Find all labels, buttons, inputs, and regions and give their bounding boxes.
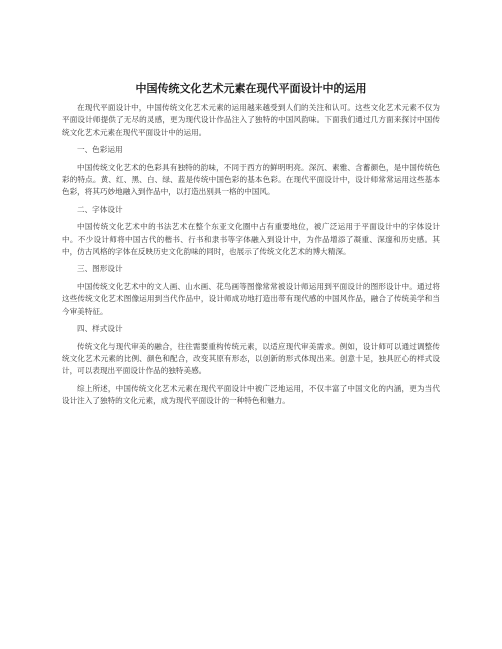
conclusion-paragraph: 综上所述，中国传统文化艺术元素在现代平面设计中被广泛地运用，不仅丰富了中国文化的内涵，更为当代设计注入了独特的文化元素，成为现代平面设计的一种特色和魅力。 (62, 383, 440, 406)
document-title: 中国传统文化艺术元素在现代平面设计中的运用 (135, 82, 367, 95)
section-heading-style: 四、样式设计 (77, 324, 123, 334)
section-paragraph-style: 传统文化与现代审美的融合，往往需要重构传统元素，以适应现代审美需求。例如，设计师可以通过调整传统文化艺术元素的比例、颜色和配合，改变其原有形态，以创新的形式体现出来。创意十足，独具匠心的样式设计，可以表现出平面设计作品的独特美感。 (62, 341, 440, 376)
section-paragraph-graphics: 中国传统文化艺术中的文人画、山水画、花鸟画等图像常常被设计师运用到平面设计的图形设计中。通过将这些传统文化艺术图像运用到当代作品中，设计师成功地打造出带有现代感的中国风作品，融合了传统美学和当今审美特征。 (62, 281, 440, 316)
section-paragraph-font: 中国传统文化艺术中的书法艺术在整个东亚文化圈中占有重要地位，被广泛运用于平面设计中的字体设计中。不少设计师将中国古代的楷书、行书和隶书等字体融入到设计中，为作品增添了凝重、深邃和历史感。其中，仿古风格的字体在反映历史文化韵味的同时，也展示了传统文化艺术的博大精深。 (62, 222, 440, 257)
section-heading-graphics: 三、图形设计 (77, 264, 123, 274)
document-body (62, 102, 440, 413)
section-heading-color: 一、色彩运用 (77, 145, 123, 155)
intro-paragraph: 在现代平面设计中，中国传统文化艺术元素的运用越来越受到人们的关注和认可。这些文化艺术元素不仅为平面设计师提供了无尽的灵感，更为现代设计作品注入了独特的中国风韵味。下面我们通过几方面来探讨中国传统文化艺术元素在现代平面设计中的运用。 (62, 103, 440, 137)
section-heading-font: 二、字体设计 (77, 204, 123, 214)
section-paragraph-color: 中国传统文化艺术的色彩具有独特的韵味，不同于西方的鲜明明亮。深沉、素雅、含蓄颜色，是中国传统色彩的特点。黄、红、黑、白、绿、蓝是传统中国色彩的基本色彩。在现代平面设计中，设计师常常运用这些基本色彩，将其巧妙地融入到作品中，以打造出别具一格的中国风。 (62, 162, 440, 197)
